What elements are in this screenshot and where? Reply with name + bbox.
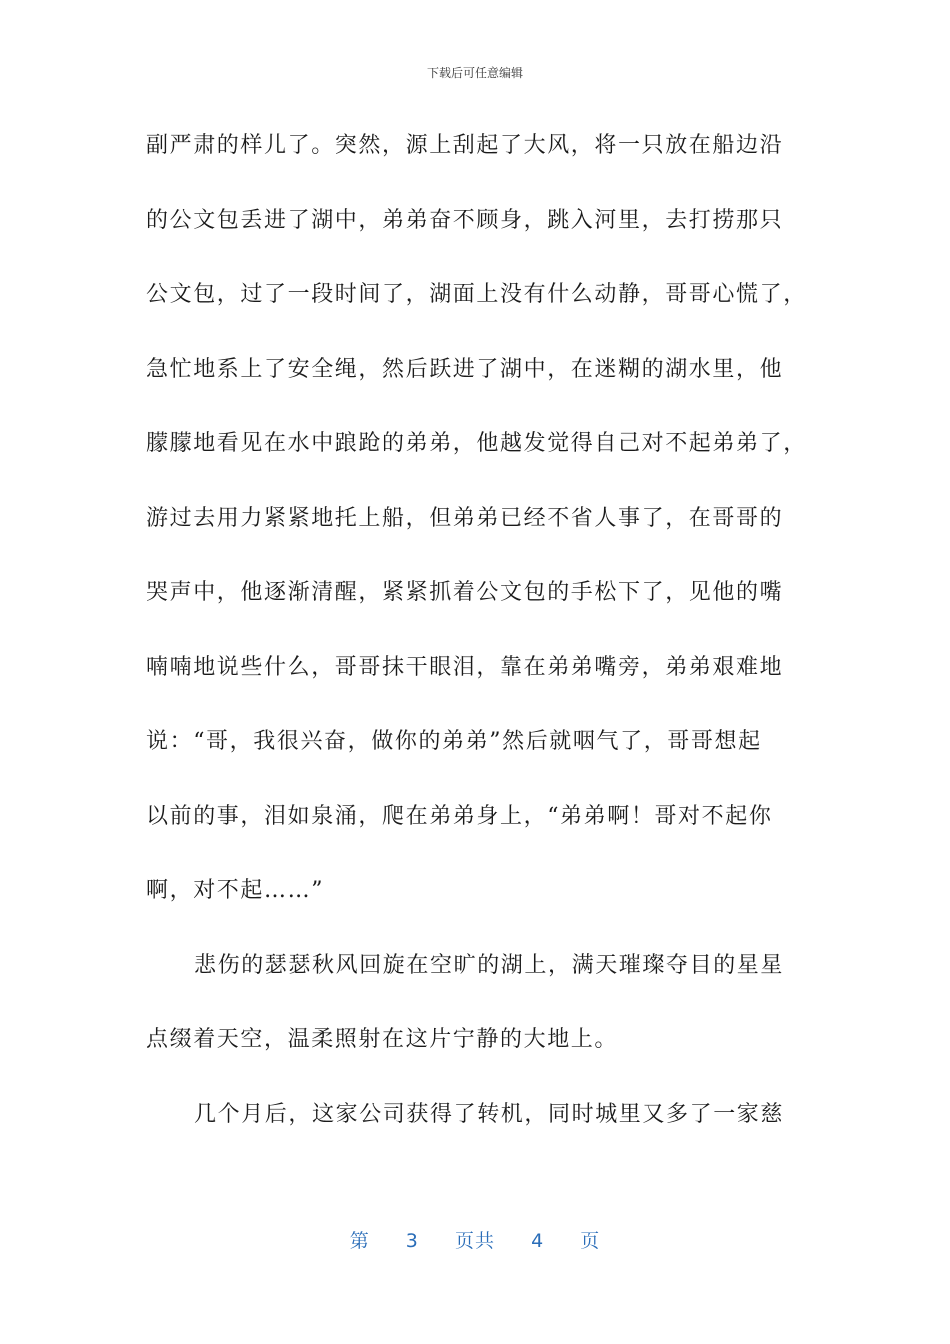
footer-total-pages: 4 [531,1230,545,1252]
page-footer [0,1226,950,1253]
text-line: 朦朦地看见在水中踉跄的弟弟，他越发觉得自己对不起弟弟了， [146,431,807,456]
text-line: 急忙地系上了安全绳，然后跃进了湖中，在迷糊的湖水里，他 [146,356,784,382]
text-line: 啊，对不起……” [146,878,325,903]
text-line: 公文包，过了一段时间了，湖面上没有什么动静，哥哥心慌了， [146,282,807,307]
footer-middle: 页共 [454,1230,495,1252]
footer-current-page: 3 [405,1230,419,1252]
text-line: 哭声中，他逐渐清醒，紧紧抓着公文包的手松下了，见他的嘴 [146,580,784,605]
paragraph-start-line: 几个月后，这家公司获得了转机，同时城里又多了一家慈 [194,1101,785,1127]
footer-suffix: 页 [580,1230,601,1252]
text-line: 说：“哥，我很兴奋，做你的弟弟”然后就咽气了，哥哥想起 [146,729,762,754]
paragraph-start-line: 悲伤的瑟瑟秋风回旋在空旷的湖上，满天璀璨夺目的星星 [194,952,785,978]
header-note: 下载后可任意编辑 [426,66,523,80]
text-line: 游过去用力紧紧地托上船，但弟弟已经不省人事了，在哥哥的 [146,505,784,531]
body-text [146,128,806,1171]
text-line: 副严肃的样儿了。突然，源上刮起了大风，将一只放在船边沿 [146,133,784,158]
text-line: 点缀着天空，温柔照射在这片宁静的大地上。 [146,1027,619,1052]
text-line: 喃喃地说些什么，哥哥抹干眼泪，靠在弟弟嘴旁，弟弟艰难地 [146,654,784,680]
text-line: 以前的事，泪如泉涌，爬在弟弟身上，“弟弟啊！哥对不起你 [146,803,773,829]
text-line: 的公文包丢进了湖中，弟弟奋不顾身，跳入河里，去打捞那只 [146,207,784,233]
footer-prefix: 第 [349,1230,370,1252]
